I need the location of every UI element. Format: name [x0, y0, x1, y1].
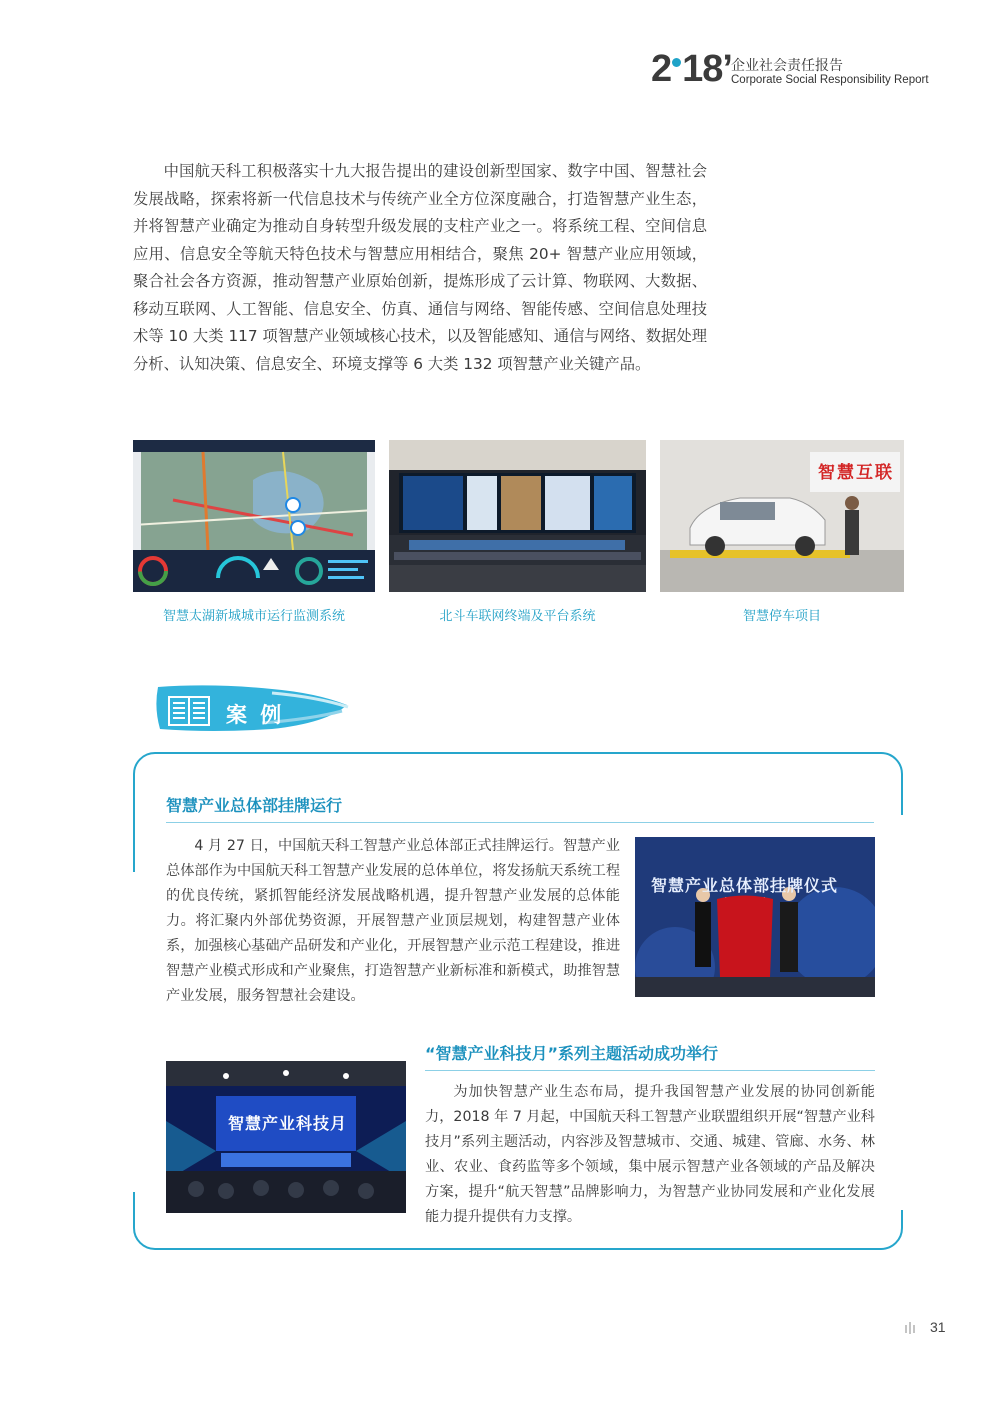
- section1-divider: [166, 822, 874, 823]
- tech-month-banner-text: 智慧产业科技月: [228, 1114, 348, 1133]
- report-title-en: Corporate Social Responsibility Report: [731, 74, 929, 86]
- photo-smart-parking: [660, 440, 904, 592]
- parking-sign-text: 智慧互联: [818, 463, 894, 483]
- case-box-gap-left: [130, 872, 138, 1192]
- caption-beidou-system: 北斗车联网终端及平台系统: [439, 609, 596, 624]
- ceremony-illustration: [635, 837, 875, 997]
- caption-city-monitoring: 智慧太湖新城城市运行监测系统: [162, 609, 345, 624]
- photo-unveiling-ceremony: [635, 837, 875, 997]
- photo-tech-month-event: [166, 1061, 406, 1213]
- page-divider-icon: [904, 1322, 918, 1334]
- case-box-gap-right: [898, 815, 906, 1210]
- case-label: 案 例: [226, 703, 285, 727]
- photo-city-monitoring: [133, 440, 375, 592]
- control-room-illustration: [389, 440, 646, 592]
- caption-smart-parking: 智慧停车项目: [742, 609, 821, 624]
- notebook-icon: [168, 696, 210, 726]
- photo-beidou-control-room: [389, 440, 646, 592]
- tech-month-illustration: [166, 1061, 406, 1213]
- intro-paragraph: 中国航天科工积极落实十九大报告提出的建设创新型国家、数字中国、智慧社会发展战略，探索将新一代信息技术与传统产业全方位深度融合，打造智慧产业生态，并将智慧产业确定为推动自身转型升级发展的支柱产业之一。将系统工程、空间信息应用、信息安全等航天特色技术与智慧应用相结合，聚焦 20+ 智慧产业应用领域，聚合社会各方资源，推动智慧产业原始创新，提炼形成了云计算、物联网、大数据、移动互联网、人工智能、信息安全、仿真、通信与网络、智能传感、空间信息处理技术等 10 大类 117 项智慧产业领域核心技术，以及智能感知、通信与网络、数据处理分析、认知决策、信息安全、环境支撑等 6 大类 132 项智慧产业关键产品。: [133, 162, 707, 373]
- section2-text: 为加快智慧产业生态布局，提升我国智慧产业发展的协同创新能力，2018 年 7 月起，中国航天科工智慧产业联盟组织开展“智慧产业科技月”系列主题活动，内容涉及智慧城市、交通、城建、管廊、水务、林业、农业、食药监等多个领域，集中展示智慧产业各领域的产品及解决方案，提升“航天智慧”品牌影响力，为智慧产业协同发展和产业化发展能力提升提供有力支撑。: [425, 1084, 875, 1225]
- section2-divider: [425, 1070, 875, 1071]
- section1-text: 4 月 27 日，中国航天科工智慧产业总体部正式挂牌运行。智慧产业总体部作为中国航天科工智慧产业发展的总体单位，将发扬航天系统工程的优良传统，紧抓智能经济发展战略机遇，提升智慧产业发展的总体能力。将汇聚内外部优势资源，开展智慧产业顶层规划，构建智慧产业体系，加强核心基础产品研发和产业化，开展智慧产业示范工程建设，推进智慧产业模式形成和产业聚焦，打造智慧产业新标准和新模式，助推智慧产业发展，服务智慧社会建设。: [166, 838, 621, 1004]
- report-year-logo: 2 18’: [651, 48, 732, 90]
- ceremony-banner-text: 智慧产业总体部挂牌仪式: [651, 876, 839, 895]
- section2-title: “智慧产业科技月”系列主题活动成功举行: [425, 1044, 719, 1063]
- page-number: 31: [930, 1319, 946, 1335]
- year-dot-icon: [672, 58, 681, 67]
- report-title-cn: 企业社会责任报告: [731, 58, 843, 74]
- city-dashboard-illustration: [133, 440, 375, 592]
- section1-title: 智慧产业总体部挂牌运行: [166, 796, 343, 815]
